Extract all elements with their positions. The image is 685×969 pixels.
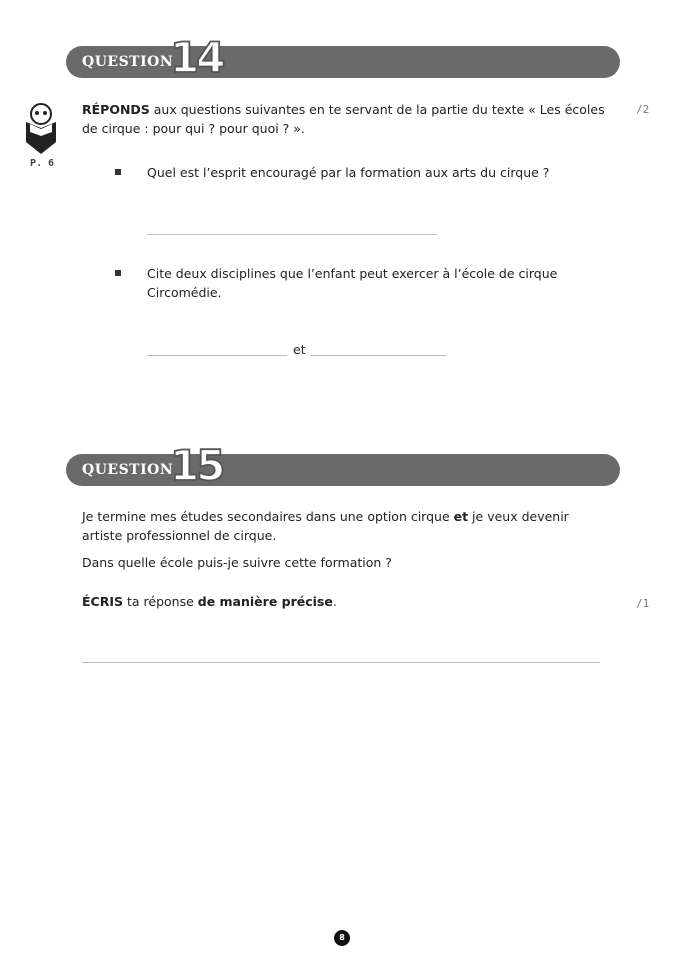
answer-line-2a[interactable] [147, 355, 287, 356]
question-15-instruction [82, 592, 606, 611]
answer-line-3[interactable] [82, 662, 600, 663]
question-15-score: /1 [636, 597, 650, 610]
answer-line-2b[interactable] [310, 355, 446, 356]
reading-book-icon [24, 102, 58, 156]
question-number: 14 [170, 33, 223, 82]
instruction-verb: RÉPONDS [82, 102, 150, 117]
answer-line-1[interactable] [147, 234, 437, 235]
question-15-paragraph-1 [82, 507, 606, 545]
question-14-item-2: Cite deux disciplines que l’enfant peut exercer à l’école de cirque Circomédie. [147, 266, 558, 300]
question-14-instruction [82, 100, 606, 138]
question-number: 15 [170, 441, 223, 490]
page-number: 8 [334, 930, 350, 946]
p1-start: Je termine mes études secondaires dans une option cirque [82, 509, 454, 524]
instruction-emphasis: de manière précise [197, 594, 333, 609]
p1-bold: et [453, 509, 469, 524]
p1-end: je veux devenir artiste professionnel de cirque. [82, 509, 569, 543]
question-14-item-1: Quel est l’esprit encouragé par la formation aux arts du cirque ? [147, 165, 550, 180]
bullet [115, 169, 121, 175]
and-word: et [293, 342, 306, 357]
instruction-end: . [332, 594, 337, 609]
bullet [115, 270, 121, 276]
instruction-mid: ta réponse [123, 594, 198, 609]
question-14-score: /2 [636, 103, 650, 116]
question-14-header [66, 33, 620, 82]
instruction-verb: ÉCRIS [82, 594, 123, 609]
page-reference: P. 6 [30, 158, 55, 169]
question-label: QUESTION [82, 462, 174, 478]
question-15-header [66, 441, 620, 490]
question-15-paragraph-2: Dans quelle école puis-je suivre cette formation ? [82, 555, 392, 570]
instruction-text: aux questions suivantes en te servant de la partie du texte « Les écoles de cirque : pour qui ? pour quoi ? ». [82, 102, 605, 136]
question-label: QUESTION [82, 54, 174, 70]
